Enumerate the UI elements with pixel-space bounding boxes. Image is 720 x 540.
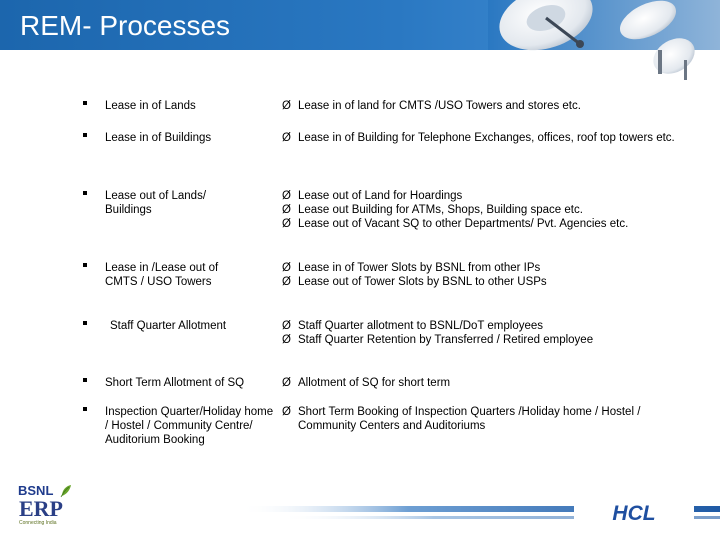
- bullet-icon: [82, 405, 90, 413]
- detail-item: [282, 131, 682, 145]
- process-details: [282, 261, 702, 289]
- process-category: Short Term Allotment of SQ: [105, 377, 245, 389]
- detail-text: Lease out of Tower Slots by BSNL to other USPs: [298, 276, 547, 288]
- arrow-bullet-icon: Ø: [282, 204, 291, 216]
- process-details: [282, 319, 702, 347]
- process-category: Lease in of Buildings: [105, 132, 212, 144]
- detail-text: Lease in of Building for Telephone Exchanges, offices, roof top towers etc.: [298, 132, 675, 144]
- bullet-icon: [82, 376, 90, 384]
- process-category: Inspection Quarter/Holiday home / Hostel / Community Centre/ Auditorium Booking: [105, 406, 274, 446]
- bullet-icon: [82, 131, 90, 139]
- process-details: [282, 99, 702, 113]
- bsnl-logo-text: BSNL: [18, 483, 54, 498]
- bsnl-tagline: Connecting India: [19, 520, 57, 526]
- detail-text: Lease in of land for CMTS /USO Towers and stores etc.: [298, 100, 581, 112]
- detail-item: [282, 217, 702, 231]
- detail-item: [282, 405, 692, 433]
- process-details: [282, 189, 702, 231]
- detail-item: [282, 319, 702, 333]
- process-details: [282, 405, 692, 433]
- erp-logo-text: ERP: [19, 496, 63, 521]
- detail-text: Lease out of Land for Hoardings: [298, 190, 463, 202]
- arrow-bullet-icon: Ø: [282, 377, 291, 389]
- bullet-icon: [82, 319, 90, 327]
- process-category: Staff Quarter Allotment: [110, 320, 227, 332]
- detail-item: [282, 376, 702, 390]
- arrow-bullet-icon: Ø: [282, 100, 291, 112]
- detail-item: [282, 333, 702, 347]
- bullet-icon: [82, 99, 90, 107]
- detail-item: [282, 189, 702, 203]
- hcl-logo: [574, 502, 694, 524]
- arrow-bullet-icon: Ø: [282, 320, 291, 332]
- detail-text: Staff Quarter allotment to BSNL/DoT employees: [298, 320, 544, 332]
- process-category: Lease in /Lease out of CMTS / USO Towers: [105, 262, 219, 288]
- detail-text: Short Term Booking of Inspection Quarters /Holiday home / Hostel / Community Centers and Auditoriums: [298, 406, 641, 432]
- arrow-bullet-icon: Ø: [282, 218, 291, 230]
- arrow-bullet-icon: Ø: [282, 190, 291, 202]
- slide-title: REM- Processes: [20, 10, 231, 41]
- arrow-bullet-icon: Ø: [282, 406, 291, 418]
- detail-text: Lease out Building for ATMs, Shops, Building space etc.: [298, 204, 583, 216]
- detail-text: Staff Quarter Retention by Transferred / Retired employee: [298, 334, 594, 346]
- arrow-bullet-icon: Ø: [282, 334, 291, 346]
- bsnl-erp-logo: [18, 484, 76, 528]
- arrow-bullet-icon: Ø: [282, 262, 291, 274]
- process-category: Lease out of Lands/ Buildings: [105, 190, 207, 216]
- detail-text: Lease in of Tower Slots by BSNL from other IPs: [298, 262, 541, 274]
- detail-item: [282, 99, 702, 113]
- process-category: Lease in of Lands: [105, 100, 196, 112]
- process-details: [282, 376, 702, 390]
- bullet-icon: [82, 261, 90, 269]
- process-details: [282, 131, 682, 145]
- detail-text: Lease out of Vacant SQ to other Departments/ Pvt. Agencies etc.: [298, 218, 629, 230]
- arrow-bullet-icon: Ø: [282, 276, 291, 288]
- detail-item: [282, 203, 702, 217]
- detail-text: Allotment of SQ for short term: [298, 377, 451, 389]
- arrow-bullet-icon: Ø: [282, 132, 291, 144]
- detail-item: [282, 275, 702, 289]
- detail-item: [282, 261, 702, 275]
- bullet-icon: [82, 189, 90, 197]
- hcl-logo-text: HCL: [612, 502, 656, 524]
